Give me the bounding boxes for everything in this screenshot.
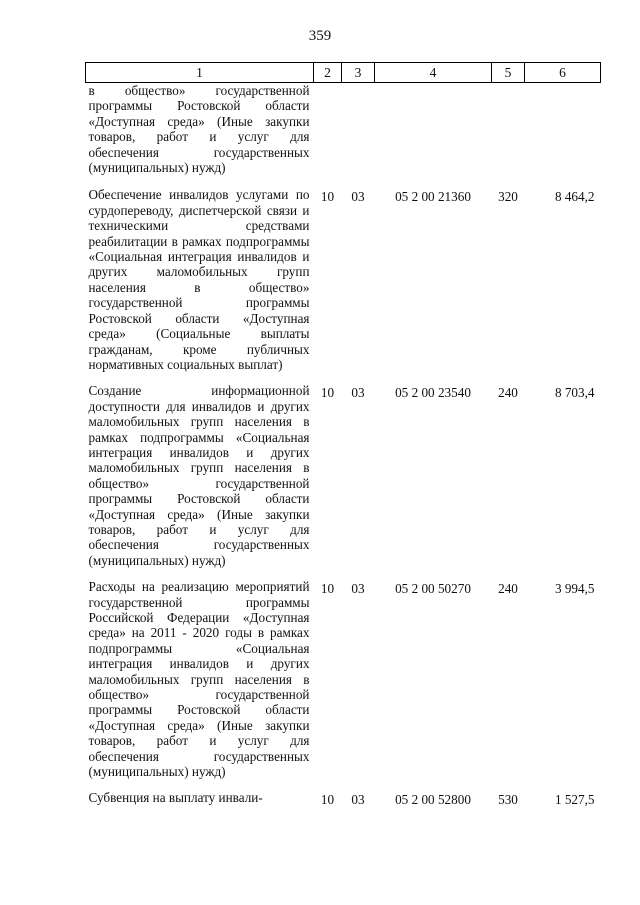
row-target-article	[375, 83, 492, 188]
row-sum: 3 994,5	[554, 581, 595, 597]
table-row	[86, 383, 601, 579]
row-expense-type: 240	[498, 385, 518, 401]
budget-table	[85, 62, 601, 817]
row-expense-type: 320	[498, 189, 518, 205]
row-section: 10	[320, 581, 335, 597]
row-subsection: 03	[351, 189, 365, 205]
row-target-article: 05 2 00 52800	[395, 792, 471, 808]
row-sum	[525, 83, 601, 188]
row-subsection: 03	[351, 792, 365, 808]
row-description: Обеспечение инвалидов услугами по сурдопереводу, диспетчерской связи и техническими средствами реабилитации в рамках подпрограммы «Социальная интеграция инвалидов и других маломобильных групп населения в общество» государственной программы Ростовской области «Доступная среда» (Социальные выплаты гражданам, кроме публичных нормативных социальных выплат)	[88, 187, 310, 372]
header-col-2: 2	[314, 63, 342, 83]
row-subsection: 03	[351, 581, 365, 597]
row-description: Субвенция на выплату инвали-	[88, 790, 263, 806]
table-header-row	[86, 63, 601, 83]
row-sum: 1 527,5	[554, 792, 595, 808]
row-sum: 8 703,4	[554, 385, 595, 401]
row-expense-type	[492, 83, 525, 188]
header-col-4: 4	[375, 63, 492, 83]
row-expense-type: 530	[498, 792, 518, 808]
row-description: в общество» государственной программы Ростовской области «Доступная среда» (Иные закупки товаров, работ и услуг для обеспечения государственных (муниципальных) нужд)	[88, 83, 310, 176]
row-target-article: 05 2 00 23540	[395, 385, 471, 401]
row-expense-type: 240	[498, 581, 518, 597]
table-row	[86, 790, 601, 816]
row-description: Расходы на реализацию мероприятий государственной программы Российской Федерации «Доступная среда» на 2011 - 2020 годы в рамках подпрограммы «Социальная интеграция инвалидов и других маломобильных групп населения в общество» государственной программы Ростовской области «Доступная среда» (Иные закупки товаров, работ и услуг для обеспечения государственных (муниципальных) нужд)	[88, 579, 310, 780]
row-target-article: 05 2 00 21360	[395, 189, 471, 205]
table-row	[86, 579, 601, 790]
header-col-6: 6	[525, 63, 601, 83]
table-row	[86, 187, 601, 383]
page-number: 359	[308, 28, 332, 44]
table-row	[86, 83, 601, 188]
header-col-5: 5	[492, 63, 525, 83]
row-section: 10	[320, 189, 335, 205]
row-subsection: 03	[351, 385, 365, 401]
row-section: 10	[320, 385, 335, 401]
row-section	[314, 83, 342, 188]
row-section: 10	[320, 792, 335, 808]
row-target-article: 05 2 00 50270	[395, 581, 471, 597]
header-col-1: 1	[86, 63, 314, 83]
row-sum: 8 464,2	[554, 189, 595, 205]
row-description: Создание информационной доступности для инвалидов и других маломобильных групп населения в рамках подпрограммы «Социальная интеграция инвалидов и других маломобильных групп населения в общество» государственной программы Ростовской области «Доступная среда» (Иные закупки товаров, работ и услуг для обеспечения государственных (муниципальных) нужд)	[88, 383, 310, 568]
row-subsection	[342, 83, 375, 188]
header-col-3: 3	[342, 63, 375, 83]
